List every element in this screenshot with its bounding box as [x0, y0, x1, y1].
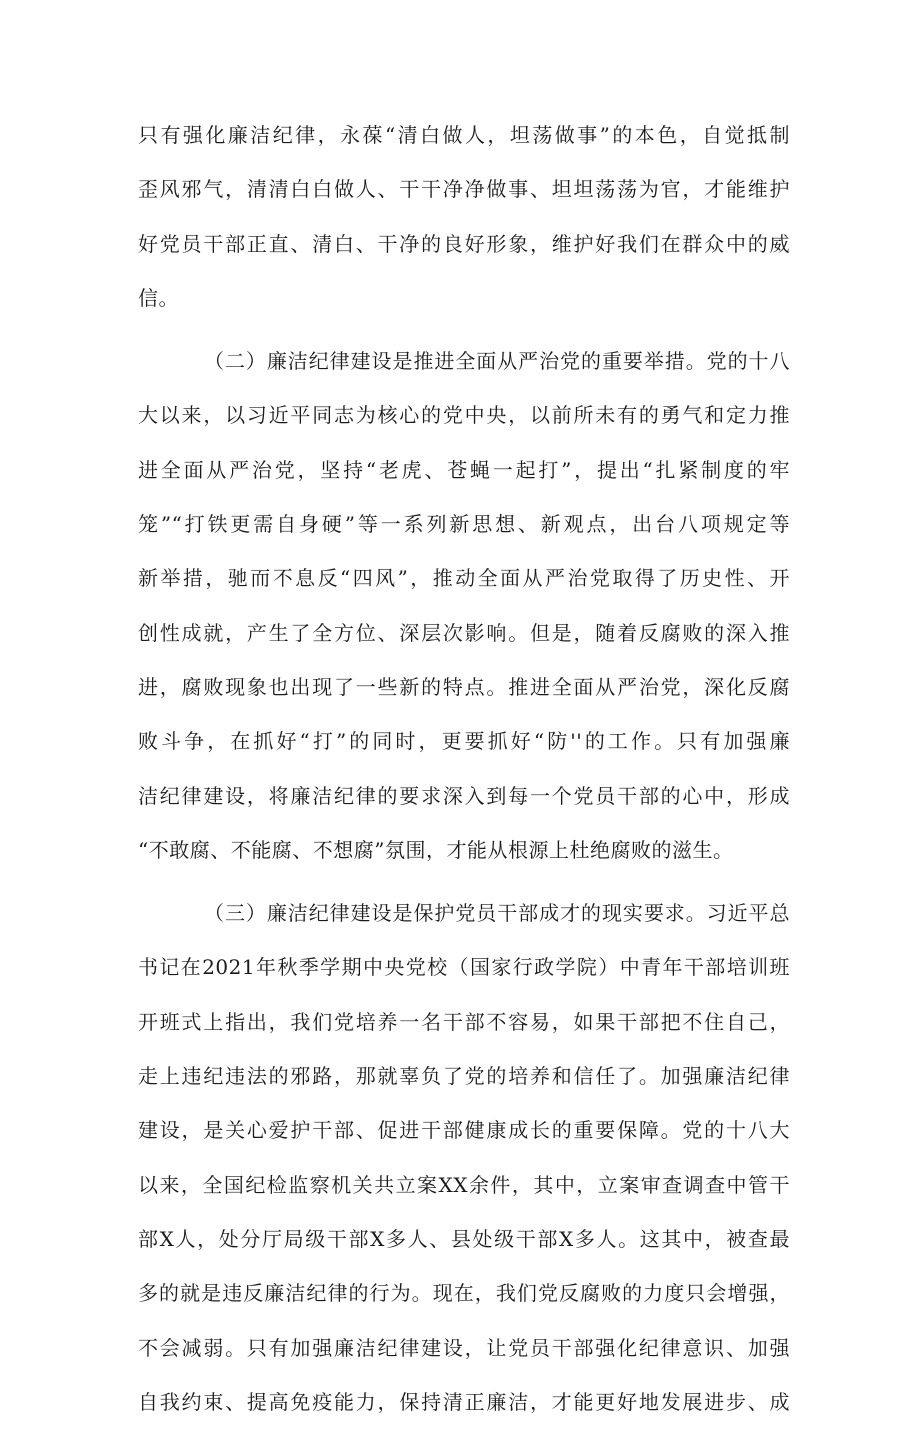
text-line: 只有强化廉洁纪律，永葆“清白做人，坦荡做事”的本色，自觉抵制 — [138, 123, 790, 147]
text-line: 信。 — [138, 285, 179, 310]
text-line: 败斗争，在抓好“打”的同时，更要抓好“防''的工作。只有加强廉 — [138, 729, 790, 754]
text-line: 不会减弱。只有加强廉洁纪律建设，让党员干部强化纪律意识、加强 — [138, 1335, 790, 1360]
text-line: 部X人，处分厅局级干部X多人、县处级干部X多人。这其中，被查最 — [138, 1226, 790, 1251]
text-line: 笼”“打铁更需自身硬”等一系列新思想、新观点，出台八项规定等 — [138, 512, 790, 537]
text-line: 创性成就，产生了全方位、深层次影响。但是，随着反腐败的深入推 — [138, 620, 790, 645]
text-line: 大以来，以习近平同志为核心的党中央，以前所未有的勇气和定力推 — [138, 403, 790, 428]
text-line: 书记在2021年秋季学期中央党校（国家行政学院）中青年干部培训班 — [138, 955, 790, 980]
text-line: 新举措，驰而不息反“四风”，推动全面从严治党取得了历史性、开 — [138, 566, 790, 591]
paragraph-1 — [138, 108, 790, 325]
text-line: 进，腐败现象也出现了一些新的特点。推进全面从严治党，深化反腐 — [138, 674, 790, 699]
text-line: 自我约束、提高免疫能力，保持清正廉洁，才能更好地发展进步、成 — [138, 1389, 790, 1414]
text-line: 洁纪律建设，将廉洁纪律的要求深入到每一个党员干部的心中，形成 — [138, 783, 790, 808]
text-line: 多的就是违反廉洁纪律的行为。现在，我们党反腐败的力度只会增强， — [138, 1281, 790, 1306]
text-line: （二）廉洁纪律建设是推进全面从严治党的重要举措。党的十八 — [204, 349, 790, 374]
paragraph-spacer — [138, 877, 790, 886]
text-line: 开班式上指出，我们党培养一名干部不容易，如果干部把不住自己， — [138, 1009, 790, 1034]
text-line: 建设，是关心爱护干部、促进干部健康成长的重要保障。党的十八大 — [138, 1118, 790, 1143]
paragraph-spacer — [138, 325, 790, 334]
text-line: （三）廉洁纪律建设是保护党员干部成才的现实要求。习近平总 — [204, 901, 790, 926]
paragraph-3 — [138, 886, 790, 1429]
paragraph-2 — [138, 334, 790, 877]
text-line: 走上违纪违法的邪路，那就辜负了党的培养和信任了。加强廉洁纪律 — [138, 1064, 790, 1089]
text-line: 以来，全国纪检监察机关共立案XX余件，其中，立案审查调查中管干 — [138, 1172, 790, 1197]
text-line: 歪风邪气，清清白白做人、干干净净做事、坦坦荡荡为官，才能维护 — [138, 177, 790, 202]
document-body — [138, 108, 790, 1429]
text-line: 进全面从严治党，坚持“老虎、苍蝇一起打”，提出“扎紧制度的牢 — [138, 457, 790, 482]
text-line: “不敢腐、不能腐、不想腐”氛围，才能从根源上杜绝腐败的滋生。 — [138, 837, 734, 862]
text-line: 好党员干部正直、清白、干净的良好形象，维护好我们在群众中的威 — [138, 231, 790, 256]
